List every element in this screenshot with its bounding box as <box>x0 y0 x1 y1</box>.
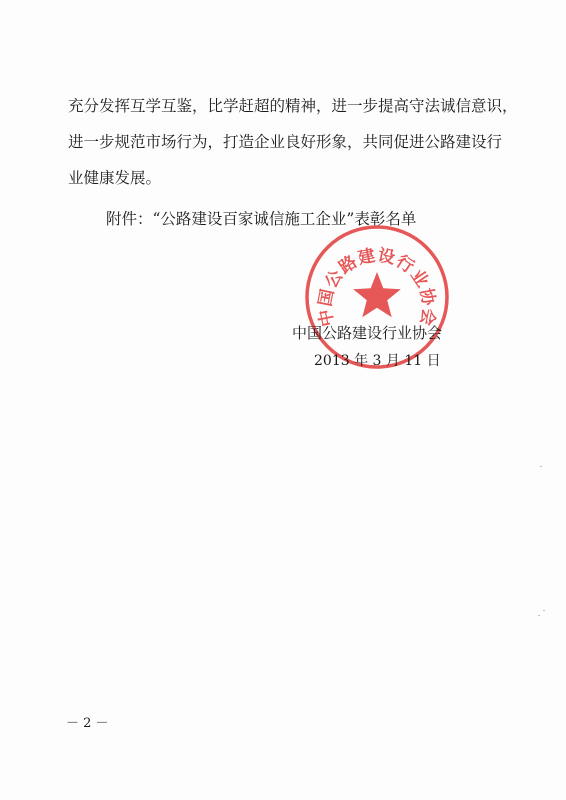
body-paragraph <box>68 88 518 196</box>
signature-organization: 中国公路建设行业协会 <box>292 324 443 342</box>
scan-speck <box>538 615 540 616</box>
paragraph-line: 业健康发展。 <box>68 169 162 187</box>
paragraph-line: 进一步规范市场行为，打造企业良好形象，共同促进公路建设行 <box>68 133 503 151</box>
official-seal <box>304 224 450 370</box>
page-number: － 2 － <box>66 716 109 731</box>
seal-star-icon <box>353 272 401 317</box>
signature-date: 2013 年 3 月 11 日 <box>314 353 441 369</box>
scan-speck <box>540 466 542 467</box>
seal-text-path: 中国公路建设行业协会 <box>315 245 439 329</box>
scan-speck <box>543 610 545 611</box>
paragraph-line: 充分发挥互学互鉴，比学赶超的精神，进一步提高守法诚信意识， <box>68 97 518 115</box>
attachment-line: 附件：“公路建设百家诚信施工企业”表彰名单 <box>106 210 417 228</box>
